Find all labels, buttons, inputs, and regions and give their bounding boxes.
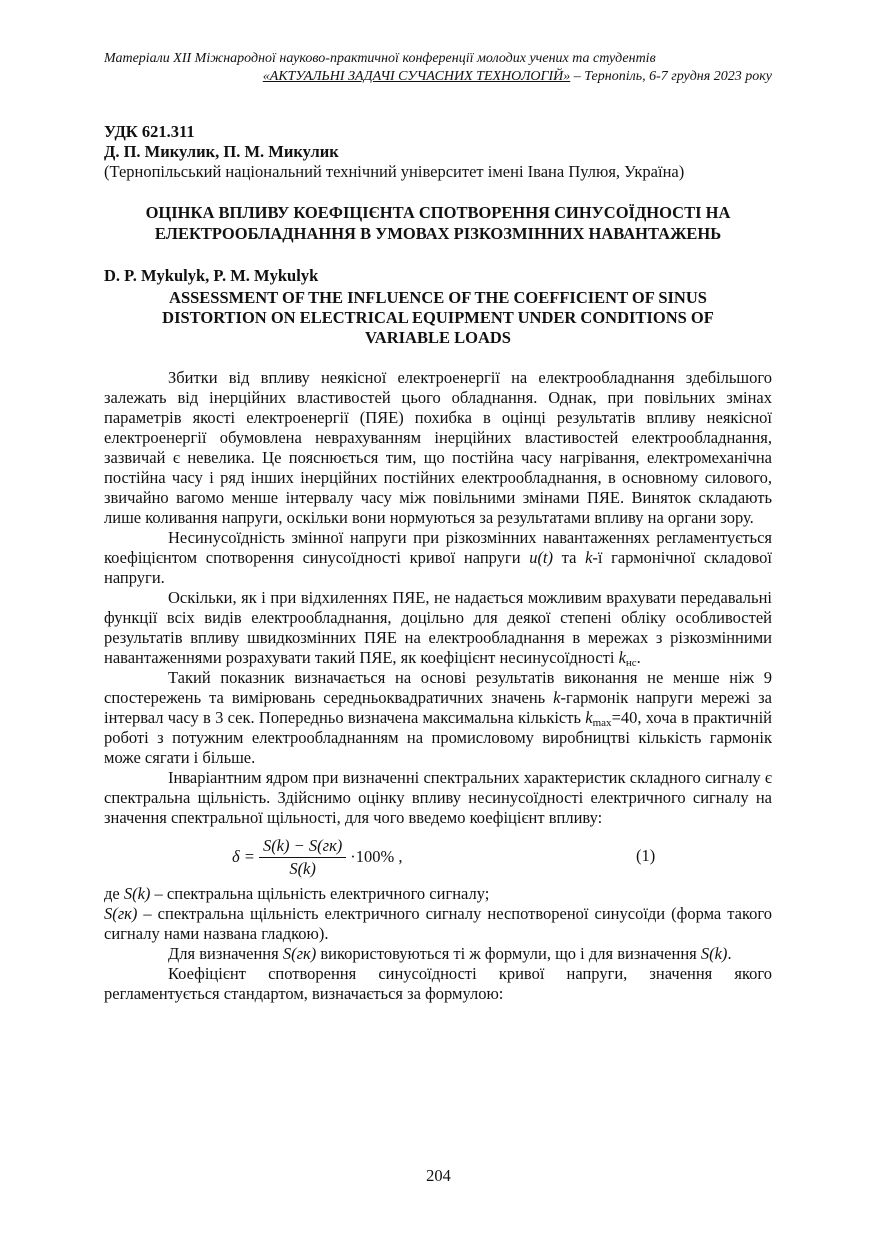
paragraph-3: Оскільки, як і при відхиленнях ПЯЕ, не надається можливим врахувати передавальні функції всіх видів електрообладнання, доцільно для деякої степені обліку особливостей результатів впливу швидкозмінних ПЯЕ на електрообладнання в мережах з різкозмінними навантаженнями розрахувати такий ПЯЕ, як коефіцієнт несинусоїдності $k_{нс}$. [104, 588, 772, 669]
paragraph-2: Несинусоїдність змінної напруги при різкозмінних навантаженнях регламентується коефіцієнтом спотворення синусоїдності кривої напруги u(t) та k-ї гармонічної складової напруги. [104, 528, 772, 587]
title-en-line-1: ASSESSMENT OF THE INFLUENCE OF THE COEFFICIENT OF SINUS [169, 288, 707, 307]
title-en-line-3: VARIABLE LOADS [365, 328, 511, 347]
formula-lhs: δ = [232, 847, 255, 866]
running-header [104, 50, 772, 86]
page-content [104, 50, 772, 1004]
affiliation: (Тернопільський національний технічний університет імені Івана Пулюя, Україна) [104, 162, 685, 181]
paragraph-1: Збитки від впливу неякісної електроенергії на електрообладнання здебільшого залежать від інерційних властивостей цього обладнання. Однак, при повільних змінах параметрів якості електроенергії (ПЯЕ) похибка в оцінці результатів впливу неякісної електроенергії обумовлена неврахуванням інерційних властивостей електрообладнання, зазвичай є невелика. Це пояснюється тим, що постійна часу нагрівання, електромеханічна постійна часу і ряд інших інерційних постійних електрообладнання, в основному силового, звичайно вагомо менше інтервалу часу між повільними змінами ПЯЕ. Виняток складають лише коливання напруги, оскільки вони нормуються за результатами впливу на органи зору. [104, 368, 772, 527]
formula-fraction [259, 836, 346, 879]
title-en [104, 288, 772, 348]
formula-numerator: S(k) − S(гк) [259, 836, 346, 858]
title-en-line-2: DISTORTION ON ELECTRICAL EQUIPMENT UNDER CONDITIONS OF [162, 308, 714, 327]
title-ua-line-2: ЕЛЕКТРООБЛАДНАННЯ В УМОВАХ РІЗКОЗМІННИХ НАВАНТАЖЕНЬ [154, 224, 722, 243]
paragraph-7: Коефіцієнт спотворення синусоїдності кривої напруги, значення якого регламентується стандартом, визначається за формулою: [104, 964, 772, 1003]
kmax-symbol: k [585, 708, 593, 727]
formula-number: (1) [636, 846, 656, 865]
formula-tail: ·100% , [350, 847, 403, 866]
coefficient-subscript: нс [625, 657, 637, 669]
kmax-subscript: max [592, 717, 612, 729]
coefficient-symbol: k [618, 648, 626, 667]
title-ua-line-1: ОЦІНКА ВПЛИВУ КОЕФІЦІЄНТА СПОТВОРЕННЯ СИНУСОЇДНОСТІ НА [145, 203, 731, 222]
paragraph-4: Такий показник визначається на основі результатів виконання не менше ніж 9 спостережень та вимірювань середньоквадратичних значень k-гармонік напруги мережі за інтервал часу в 3 сек. Попередньо визначена максимальна кількість $k_{max}=40$, хоча в практичній роботі з потужним електрообладнанням на промисловому виробництві кількість гармонік може сягати і більше. [104, 668, 772, 767]
authors-ua: Д. П. Микулик, П. М. Микулик [104, 142, 339, 161]
definition-2: S(гк) – спектральна щільність електричного сигналу неспотвореної синусоїди (форма такого сигналу нами названа гладкою). [104, 904, 772, 943]
body-text [104, 368, 772, 1004]
udc-code: УДК 621.311 [104, 122, 195, 141]
header-line-2 [104, 68, 772, 86]
paragraph-6: Для визначення S(гк) використовуються ті ж формули, що і для визначення S(k). [168, 944, 732, 963]
title-ua [104, 202, 772, 244]
definition-1: де S(k) – спектральна щільність електричного сигналу; [104, 884, 490, 903]
formula-expression [232, 832, 403, 882]
harmonic-symbol: k [585, 548, 593, 567]
authors-en: D. P. Mykulyk, P. M. Mykulyk [104, 266, 319, 285]
header-line-1: Матеріали XII Міжнародної науково-практичної конференції молодих учених та студентів [104, 51, 656, 66]
formula-1 [104, 832, 772, 882]
formula-denominator: S(k) [289, 858, 316, 878]
conference-name: «АКТУАЛЬНІ ЗАДАЧІ СУЧАСНИХ ТЕХНОЛОГІЙ» [262, 69, 571, 84]
page-number: 204 [426, 1166, 451, 1185]
paragraph-5: Інваріантним ядром при визначенні спектральних характеристик складного сигналу є спектральна щільність. Здійснимо оцінку впливу несинусоїдності електричного сигналу на значення спектральної щільності, для чого введемо коефіцієнт впливу: [104, 768, 772, 827]
voltage-symbol: u(t) [529, 548, 554, 567]
header-date: – Тернопіль, 6-7 грудня 2023 року [570, 69, 772, 84]
